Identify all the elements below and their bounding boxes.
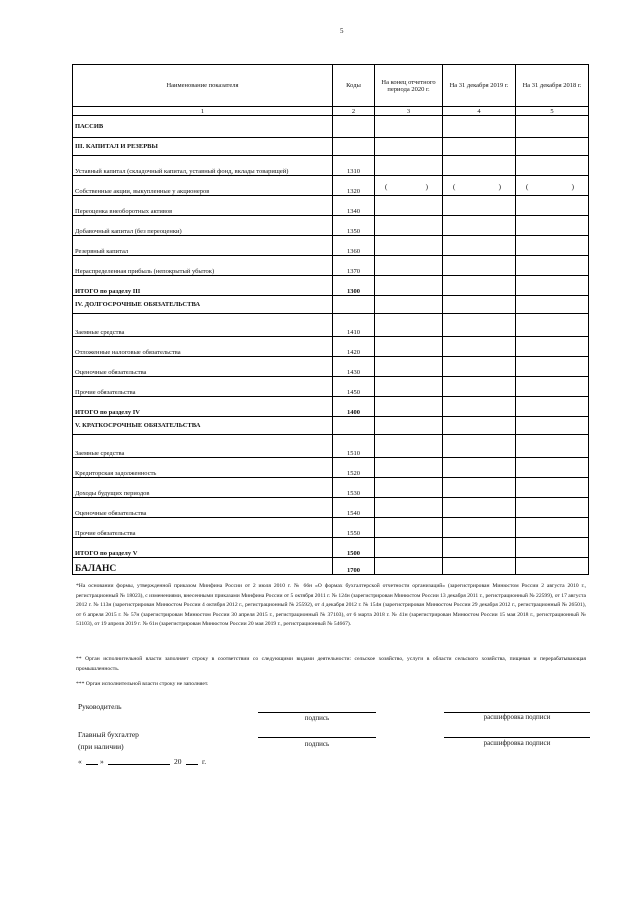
table-row xyxy=(73,458,589,478)
date-open-quote: « xyxy=(78,757,82,766)
table-row xyxy=(73,518,589,538)
col-number-5: 5 xyxy=(516,107,589,116)
table-row xyxy=(73,256,589,276)
accountant-signature-caption: подпись xyxy=(304,740,330,748)
total-row xyxy=(73,538,589,558)
section-3-title-row xyxy=(73,138,589,156)
row-name: Переоценка внеоборотных активов xyxy=(73,196,333,216)
header-col4: На 31 декабря 2019 г. xyxy=(443,65,516,107)
row-code: 1550 xyxy=(333,518,375,538)
row-code: 1540 xyxy=(333,498,375,518)
row-name: Добавочный капитал (без переоценки) xyxy=(73,216,333,236)
footnote-3: *** Орган исполнительной власти строку не заполняет. xyxy=(76,681,209,687)
page-number: 5 xyxy=(340,27,344,35)
date-year-suffix: г. xyxy=(202,757,207,766)
header-row xyxy=(73,65,589,107)
liabilities-title: ПАССИВ xyxy=(73,116,333,138)
footnote-1: *На основании формы, утвержденной приказом Минфина России от 2 июля 2010 г. № 66н «О формах бухгалтерской отчетности организаций» (зарегистрирован Минюстом России 2 августа 2010 г., регистрационный № 18023), с изменениями, внесенными приказами Минфина России от 5 октября 2011 г. № 124н (зарегистрирован Минюстом России 13 декабря 2011 г., регистрационный № 22599), от 17 августа 2012 г. № 113н (зарегистрирован Минюстом России 4 октября 2012 г., регистрационный № 25592), от 4 декабря 2012 г. № 154н (зарегистрирован Минюстом России 29 декабря 2012 г., регистрационный № 26501), от 6 апреля 2015 г. № 57н (зарегистрирован Минюстом России 30 апреля 2015 г., регистрационный № 37103), от 6 марта 2018 г. № 41н (зарегистрирован Минюстом России 15 мая 2018 г., регистрационный № 51103), от 19 апреля 2019 г. № 61н (зарегистрирован Минюстом России 20 мая 2019 г., регистрационный № 54667). xyxy=(76,583,586,628)
header-name: Наименование показателя xyxy=(73,65,333,107)
row-name: Заемные средства xyxy=(73,314,333,337)
head-signature-caption: подпись xyxy=(304,714,330,722)
table-row xyxy=(73,156,589,176)
accountant-decoding-line xyxy=(444,737,590,738)
table-row xyxy=(73,216,589,236)
col-number-1: 1 xyxy=(73,107,333,116)
table-row xyxy=(73,435,589,458)
column-number-row xyxy=(73,107,589,116)
total-3-code: 1300 xyxy=(333,276,375,296)
date-year-prefix: 20 xyxy=(174,757,182,766)
balance-name: БАЛАНС xyxy=(73,558,333,575)
row-code: 1370 xyxy=(333,256,375,276)
paren-cell: ( ) xyxy=(375,176,443,196)
col-number-2: 2 xyxy=(333,107,375,116)
row-name: Оценочные обязательства xyxy=(73,498,333,518)
row-name: Уставный капитал (складочный капитал, уставный фонд, вклады товарищей) xyxy=(73,156,333,176)
date-year-line xyxy=(186,764,198,765)
table-row xyxy=(73,314,589,337)
row-name: Нераспределенная прибыль (непокрытый убыток) xyxy=(73,256,333,276)
section-5-title-row xyxy=(73,417,589,435)
table-row xyxy=(73,377,589,397)
table-row xyxy=(73,478,589,498)
table-row xyxy=(73,196,589,216)
date-month-line xyxy=(108,764,170,765)
row-code: 1320 xyxy=(333,176,375,196)
row-name: Доходы будущих периодов xyxy=(73,478,333,498)
section-3-title: III. КАПИТАЛ И РЕЗЕРВЫ xyxy=(73,138,333,156)
liabilities-title-row xyxy=(73,116,589,138)
paren-cell: ( ) xyxy=(443,176,516,196)
row-code: 1350 xyxy=(333,216,375,236)
row-name: Заемные средства xyxy=(73,435,333,458)
row-code: 1360 xyxy=(333,236,375,256)
header-code: Коды xyxy=(333,65,375,107)
total-5-name: ИТОГО по разделу V xyxy=(73,538,333,558)
date-close-quote: » xyxy=(100,757,104,766)
row-code: 1510 xyxy=(333,435,375,458)
table-row xyxy=(73,236,589,256)
footnote-2: ** Орган исполнительной власти заполняет строку в соответствии со следующими видами деятельности: сельское хозяйство, услуги в области сельского хозяйства, пищевая и перерабатывающая промышленность. xyxy=(76,656,586,672)
row-code: 1520 xyxy=(333,458,375,478)
balance-code: 1700 xyxy=(333,558,375,575)
row-name: Прочие обязательства xyxy=(73,377,333,397)
col-number-4: 4 xyxy=(443,107,516,116)
row-code: 1340 xyxy=(333,196,375,216)
col-number-3: 3 xyxy=(375,107,443,116)
chief-accountant-label: Главный бухгалтер xyxy=(78,730,139,739)
header-col5: На 31 декабря 2018 г. xyxy=(516,65,589,107)
total-3-name: ИТОГО по разделу III xyxy=(73,276,333,296)
head-label: Руководитель xyxy=(78,702,122,711)
total-4-name: ИТОГО по разделу IV xyxy=(73,397,333,417)
if-any-label: (при наличии) xyxy=(78,742,124,751)
table-row xyxy=(73,357,589,377)
total-row xyxy=(73,276,589,296)
accountant-signature-line xyxy=(258,737,376,738)
row-code: 1420 xyxy=(333,337,375,357)
row-name: Оценочные обязательства xyxy=(73,357,333,377)
section-4-title-row xyxy=(73,296,589,314)
row-name: Резервный капитал xyxy=(73,236,333,256)
paren-cell: ( ) xyxy=(516,176,589,196)
accountant-decoding-caption: расшифровка подписи xyxy=(483,739,551,747)
row-code: 1310 xyxy=(333,156,375,176)
row-name: Прочие обязательства xyxy=(73,518,333,538)
row-name: Собственные акции, выкупленные у акционеров xyxy=(73,176,333,196)
row-code: 1530 xyxy=(333,478,375,498)
section-5-title: V. КРАТКОСРОЧНЫЕ ОБЯЗАТЕЛЬСТВА xyxy=(73,417,333,435)
head-signature-line xyxy=(258,712,376,713)
header-col3: На конец отчетного периода 2020 г. xyxy=(375,65,443,107)
row-name: Кредиторская задолженность xyxy=(73,458,333,478)
row-name: Отложенные налоговые обязательства xyxy=(73,337,333,357)
date-day-line xyxy=(86,764,98,765)
head-decoding-caption: расшифровка подписи xyxy=(483,713,551,721)
total-row xyxy=(73,397,589,417)
row-code: 1430 xyxy=(333,357,375,377)
total-4-code: 1400 xyxy=(333,397,375,417)
row-code: 1450 xyxy=(333,377,375,397)
table-row xyxy=(73,176,589,196)
table-row xyxy=(73,337,589,357)
table-row xyxy=(73,498,589,518)
balance-row xyxy=(73,558,589,575)
balance-table xyxy=(72,64,589,575)
row-code: 1410 xyxy=(333,314,375,337)
total-5-code: 1500 xyxy=(333,538,375,558)
section-4-title: IV. ДОЛГОСРОЧНЫЕ ОБЯЗАТЕЛЬСТВА xyxy=(73,296,333,314)
